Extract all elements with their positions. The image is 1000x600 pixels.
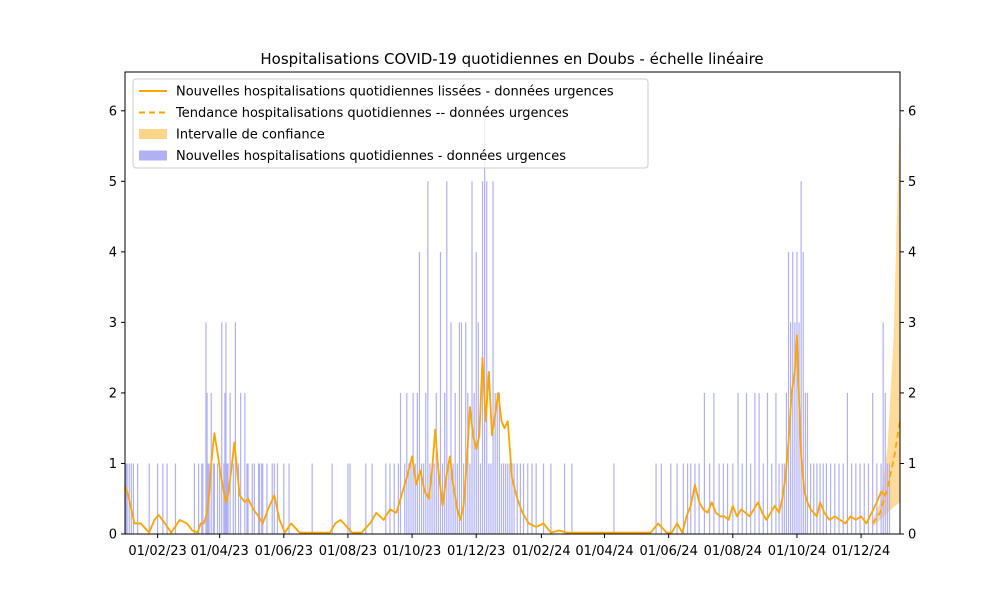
bar bbox=[843, 463, 844, 534]
bar bbox=[704, 393, 705, 534]
bar bbox=[771, 463, 772, 534]
x-tick-label: 01/08/23 bbox=[318, 544, 378, 559]
bar bbox=[826, 463, 827, 534]
legend-swatch-band bbox=[139, 129, 167, 139]
bar bbox=[425, 393, 426, 534]
bar bbox=[754, 393, 755, 534]
x-tick-label: 01/04/23 bbox=[190, 544, 249, 559]
y-tick-label-right: 4 bbox=[908, 245, 917, 261]
y-tick-label-left: 4 bbox=[108, 245, 117, 261]
bar bbox=[221, 322, 222, 534]
bar bbox=[670, 463, 671, 534]
bar bbox=[571, 463, 572, 534]
bar bbox=[713, 393, 714, 534]
legend-item bbox=[139, 149, 566, 164]
bar bbox=[259, 463, 260, 534]
bar bbox=[796, 252, 797, 534]
x-tick-label: 01/12/23 bbox=[447, 544, 506, 559]
y-tick-label-right: 3 bbox=[908, 315, 917, 331]
bar bbox=[149, 463, 150, 534]
bar bbox=[742, 463, 743, 534]
bar bbox=[389, 463, 390, 534]
bar bbox=[194, 463, 195, 534]
x-tick-label: 01/08/24 bbox=[703, 544, 762, 559]
bar bbox=[347, 463, 348, 534]
legend-item bbox=[139, 85, 614, 100]
bar bbox=[175, 463, 176, 534]
bar bbox=[864, 463, 865, 534]
bar bbox=[394, 463, 395, 534]
bar bbox=[205, 322, 206, 534]
x-tick-label: 01/10/24 bbox=[767, 544, 827, 559]
x-tick-label: 01/12/24 bbox=[831, 544, 891, 559]
bar bbox=[847, 393, 848, 534]
y-tick-label-right: 2 bbox=[908, 386, 917, 402]
bar bbox=[868, 463, 869, 534]
bar bbox=[223, 463, 224, 534]
bar bbox=[813, 463, 814, 534]
bar bbox=[486, 181, 487, 534]
bar bbox=[214, 463, 215, 534]
bar bbox=[162, 463, 163, 534]
bar bbox=[410, 463, 411, 534]
bar bbox=[823, 463, 824, 534]
bar bbox=[266, 463, 267, 534]
legend-swatch-bar bbox=[139, 151, 167, 161]
x-tick-label: 01/06/24 bbox=[639, 544, 698, 559]
bar bbox=[198, 463, 199, 534]
y-tick-label-right: 5 bbox=[908, 174, 917, 190]
legend-label: Nouvelles hospitalisations quotidiennes lissées - données urgences bbox=[176, 84, 614, 100]
bar bbox=[801, 181, 802, 534]
bar bbox=[497, 393, 498, 534]
bar bbox=[687, 463, 688, 534]
bar bbox=[478, 322, 479, 534]
bar bbox=[277, 463, 278, 534]
bar bbox=[213, 463, 214, 534]
bar bbox=[349, 463, 350, 534]
legend-label: Intervalle de confiance bbox=[176, 127, 325, 143]
bar bbox=[224, 393, 225, 534]
bar bbox=[244, 393, 245, 534]
bar bbox=[372, 463, 373, 534]
bar bbox=[531, 463, 532, 534]
bar bbox=[230, 393, 231, 534]
x-tick-label: 01/04/24 bbox=[575, 544, 634, 559]
bar bbox=[694, 463, 695, 534]
y-tick-label-left: 5 bbox=[108, 174, 117, 190]
bar bbox=[469, 463, 470, 534]
bar bbox=[312, 463, 313, 534]
y-tick-label-right: 6 bbox=[908, 104, 917, 120]
bar bbox=[254, 463, 255, 534]
bar bbox=[723, 463, 724, 534]
x-tick-label: 01/02/23 bbox=[128, 544, 187, 559]
bar bbox=[830, 463, 831, 534]
bar bbox=[503, 463, 504, 534]
bar bbox=[775, 393, 776, 534]
bar bbox=[419, 252, 420, 534]
bar bbox=[398, 463, 399, 534]
bar bbox=[855, 463, 856, 534]
chart-title: Hospitalisations COVID-19 quotidiennes en Doubs - échelle linéaire bbox=[260, 50, 764, 68]
bar bbox=[471, 181, 472, 534]
bar bbox=[550, 463, 551, 534]
legend bbox=[133, 79, 648, 168]
bar bbox=[240, 393, 241, 534]
bar bbox=[536, 463, 537, 534]
bar bbox=[217, 463, 218, 534]
bar bbox=[288, 463, 289, 534]
bar bbox=[385, 463, 386, 534]
bar bbox=[444, 393, 445, 534]
bar bbox=[252, 463, 253, 534]
bar bbox=[690, 463, 691, 534]
y-tick-label-left: 6 bbox=[108, 104, 117, 120]
bar bbox=[727, 463, 728, 534]
bar bbox=[509, 463, 510, 534]
bar bbox=[457, 463, 458, 534]
bar bbox=[758, 393, 759, 534]
bar bbox=[461, 322, 462, 534]
bar bbox=[400, 393, 401, 534]
bar bbox=[851, 463, 852, 534]
bar bbox=[459, 322, 460, 534]
bar bbox=[763, 463, 764, 534]
bar bbox=[480, 463, 481, 534]
bar bbox=[233, 463, 234, 534]
bar bbox=[507, 463, 508, 534]
bar bbox=[523, 463, 524, 534]
bar bbox=[474, 393, 475, 534]
bar bbox=[784, 463, 785, 534]
bar bbox=[258, 463, 259, 534]
bar bbox=[810, 463, 811, 534]
y-tick-label-left: 3 bbox=[108, 315, 117, 331]
bar bbox=[834, 463, 835, 534]
bar bbox=[732, 463, 733, 534]
bar bbox=[505, 463, 506, 534]
bar bbox=[778, 463, 779, 534]
bar-layer bbox=[125, 111, 890, 534]
bar bbox=[436, 393, 437, 534]
legend-label: Nouvelles hospitalisations quotidiennes - données urgences bbox=[176, 149, 566, 164]
bar bbox=[859, 463, 860, 534]
bar bbox=[365, 463, 366, 534]
bar bbox=[448, 463, 449, 534]
bar bbox=[131, 463, 132, 534]
bar bbox=[750, 463, 751, 534]
bar bbox=[166, 463, 167, 534]
bar bbox=[655, 463, 656, 534]
bar bbox=[125, 463, 126, 534]
bar bbox=[476, 252, 477, 534]
bar bbox=[492, 181, 493, 534]
bar bbox=[887, 463, 888, 534]
bar bbox=[513, 463, 514, 534]
bar bbox=[501, 463, 502, 534]
bar bbox=[404, 463, 405, 534]
bar bbox=[885, 393, 886, 534]
bar bbox=[838, 463, 839, 534]
bar bbox=[876, 463, 877, 534]
y-tick-label-left: 1 bbox=[108, 456, 117, 472]
legend-label: Tendance hospitalisations quotidiennes -- données urgences bbox=[176, 106, 569, 121]
bar bbox=[417, 393, 418, 534]
bar bbox=[788, 252, 789, 534]
bar bbox=[434, 463, 435, 534]
y-tick-label-right: 1 bbox=[908, 456, 917, 472]
bar bbox=[520, 463, 521, 534]
bar bbox=[455, 393, 456, 534]
bar bbox=[661, 463, 662, 534]
bar bbox=[490, 463, 491, 534]
bar bbox=[719, 463, 720, 534]
bar bbox=[127, 463, 128, 534]
bar bbox=[427, 181, 428, 534]
bar bbox=[807, 393, 808, 534]
x-tick-label: 01/02/24 bbox=[512, 544, 571, 559]
x-tick-label: 01/10/23 bbox=[382, 544, 442, 559]
bar bbox=[805, 393, 806, 534]
bar bbox=[767, 393, 768, 534]
bar bbox=[157, 463, 158, 534]
bar bbox=[406, 393, 407, 534]
bar bbox=[423, 463, 424, 534]
bar bbox=[816, 463, 817, 534]
bar bbox=[613, 463, 614, 534]
bar bbox=[235, 322, 236, 534]
y-tick-label-left: 2 bbox=[108, 386, 117, 402]
bar bbox=[564, 463, 565, 534]
bar bbox=[488, 463, 489, 534]
y-tick-label-right: 0 bbox=[908, 527, 917, 543]
bar bbox=[283, 463, 284, 534]
bar bbox=[880, 463, 881, 534]
bar bbox=[819, 463, 820, 534]
bar bbox=[450, 322, 451, 534]
legend-item bbox=[139, 106, 569, 121]
x-tick-label: 01/06/23 bbox=[254, 544, 313, 559]
bar bbox=[709, 463, 710, 534]
y-tick-label-left: 0 bbox=[108, 527, 117, 543]
bar bbox=[484, 111, 485, 534]
bar bbox=[465, 322, 466, 534]
bar bbox=[332, 463, 333, 534]
